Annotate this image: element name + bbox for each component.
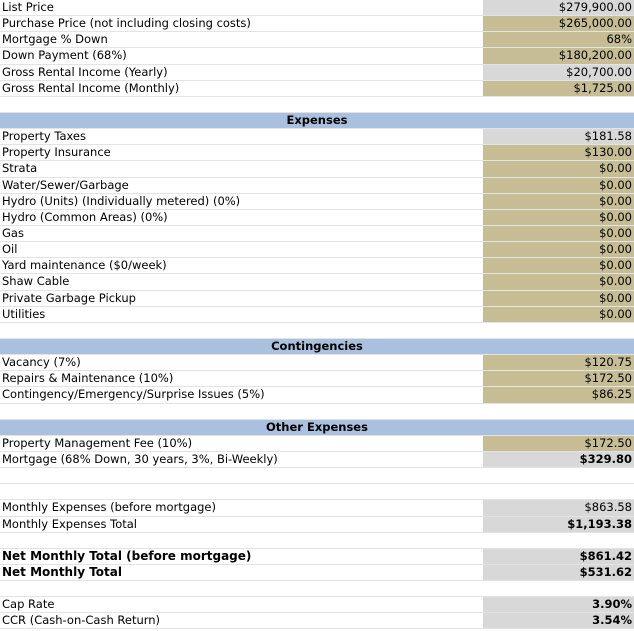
sheet-row [0, 613, 634, 629]
row-value: $172.50 [483, 371, 634, 386]
row-value: $861.42 [483, 549, 634, 564]
sheet-row [0, 16, 634, 32]
row-value: $0.00 [483, 226, 634, 241]
sheet-row [0, 81, 634, 97]
sheet-row [0, 242, 634, 258]
row-value: 3.54% [483, 613, 634, 628]
other-expenses-header: Other Expenses [0, 420, 634, 436]
row-label: Hydro (Units) (Individually metered) (0%) [2, 193, 241, 208]
sheet-row [0, 48, 634, 64]
row-value: $181.58 [483, 129, 634, 144]
row-label: Gross Rental Income (Monthly) [2, 80, 180, 95]
sheet-row [0, 500, 634, 516]
row-label: Water/Sewer/Garbage [2, 177, 129, 192]
row-label: Yard maintenance ($0/week) [2, 258, 167, 273]
expenses-header: Expenses [0, 113, 634, 129]
row-label: Property Insurance [2, 145, 111, 160]
blank-row [0, 404, 634, 420]
sheet-row [0, 452, 634, 468]
row-value: 3.90% [483, 597, 634, 612]
row-label: CCR (Cash-on-Cash Return) [2, 613, 161, 628]
row-value: $86.25 [483, 387, 634, 402]
sheet-row [0, 371, 634, 387]
sheet-row [0, 226, 634, 242]
row-value: $0.00 [483, 307, 634, 322]
row-value: $0.00 [483, 274, 634, 289]
row-value: $1,725.00 [483, 81, 634, 96]
sheet-row [0, 161, 634, 177]
row-label: Cap Rate [2, 597, 55, 612]
row-value: $265,000.00 [483, 16, 634, 31]
sheet-row [0, 274, 634, 290]
row-label: Net Monthly Total (before mortgage) [2, 548, 252, 563]
row-label: Purchase Price (not including closing costs) [2, 16, 251, 31]
other-expenses-block [0, 436, 634, 468]
sheet-row [0, 194, 634, 210]
blank-row [0, 484, 634, 500]
row-label: Strata [2, 161, 38, 176]
row-value: $863.58 [483, 500, 634, 515]
sheet-row [0, 65, 634, 81]
row-label: Vacancy (7%) [2, 355, 81, 370]
row-value: $172.50 [483, 436, 634, 451]
sheet-row [0, 597, 634, 613]
sheet-row [0, 32, 634, 48]
sheet-row [0, 258, 634, 274]
row-label: Gross Rental Income (Yearly) [2, 64, 168, 79]
summary-block [0, 500, 634, 532]
row-label: Contingency/Emergency/Surprise Issues (5%) [2, 387, 265, 402]
returns-block [0, 597, 634, 629]
row-label: Property Management Fee (10%) [2, 435, 193, 450]
row-label: Shaw Cable [2, 274, 70, 289]
sheet-row [0, 145, 634, 161]
row-label: Repairs & Maintenance (10%) [2, 371, 174, 386]
row-value: $120.75 [483, 355, 634, 370]
row-value: $0.00 [483, 258, 634, 273]
row-label: Utilities [2, 306, 46, 321]
sheet-row [0, 517, 634, 533]
row-label: Hydro (Common Areas) (0%) [2, 209, 168, 224]
row-value: 68% [483, 32, 634, 47]
sheet-row [0, 436, 634, 452]
net-block [0, 549, 634, 581]
contingencies-block [0, 355, 634, 403]
row-value: $0.00 [483, 210, 634, 225]
row-label: Private Garbage Pickup [2, 290, 136, 305]
row-value: $1,193.38 [483, 517, 634, 532]
top-block [0, 0, 634, 97]
row-label: Down Payment (68%) [2, 48, 127, 63]
blank-row [0, 533, 634, 549]
row-label: Gas [2, 225, 24, 240]
row-value: $279,900.00 [483, 0, 634, 15]
row-label: Mortgage % Down [2, 32, 108, 47]
blank-row [0, 323, 634, 339]
row-value: $0.00 [483, 291, 634, 306]
expenses-block [0, 129, 634, 323]
row-value: $130.00 [483, 145, 634, 160]
row-value: $0.00 [483, 161, 634, 176]
contingencies-header: Contingencies [0, 339, 634, 355]
sheet-row [0, 0, 634, 16]
sheet-row [0, 129, 634, 145]
blank-row [0, 468, 634, 484]
sheet-row [0, 355, 634, 371]
row-label: Monthly Expenses (before mortgage) [2, 500, 216, 515]
sheet-row [0, 178, 634, 194]
sheet-row [0, 210, 634, 226]
row-value: $0.00 [483, 194, 634, 209]
blank-row [0, 97, 634, 113]
sheet-row [0, 291, 634, 307]
sheet-row [0, 549, 634, 565]
row-value: $180,200.00 [483, 48, 634, 63]
sheet-row [0, 307, 634, 323]
row-label: Monthly Expenses Total [2, 516, 138, 531]
row-label: Oil [2, 242, 18, 257]
row-value: $20,700.00 [483, 65, 634, 80]
blank-row [0, 581, 634, 597]
row-label: Mortgage (68% Down, 30 years, 3%, Bi-Weekly) [2, 451, 278, 466]
row-value: $531.62 [483, 565, 634, 580]
row-value: $329.80 [483, 452, 634, 467]
row-label: List Price [2, 0, 54, 14]
row-label: Net Monthly Total [2, 564, 122, 579]
sheet-row [0, 565, 634, 581]
sheet-row [0, 387, 634, 403]
row-label: Property Taxes [2, 129, 87, 144]
row-value: $0.00 [483, 178, 634, 193]
row-value: $0.00 [483, 242, 634, 257]
